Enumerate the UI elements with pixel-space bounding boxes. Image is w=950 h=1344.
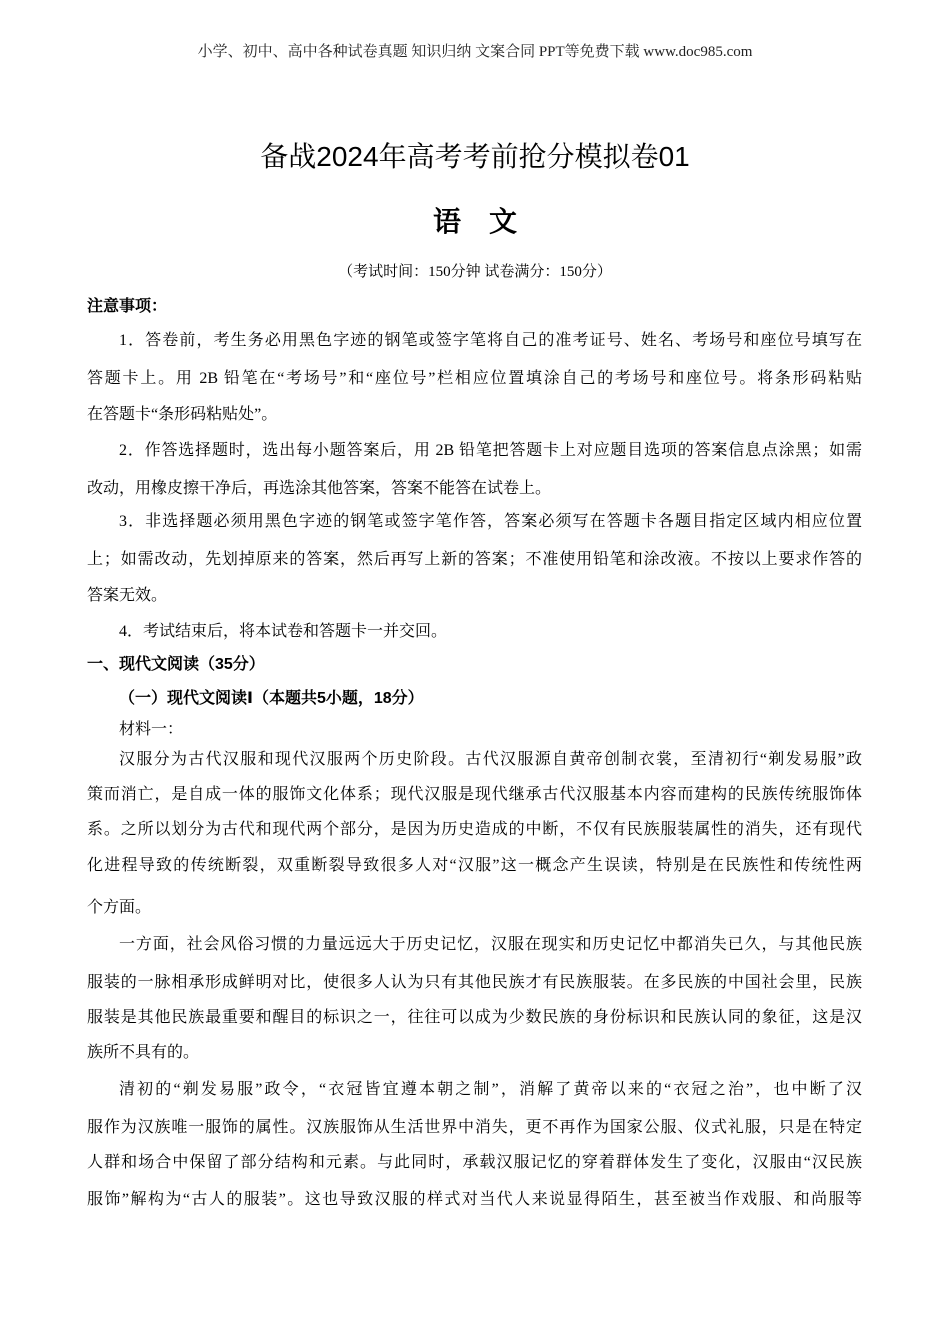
exam-title: 备战2024年高考考前抢分模拟卷01 bbox=[260, 141, 690, 172]
text-line: 汉服分为古代汉服和现代汉服两个历史阶段。古代汉服源自黄帝创制衣裳，至清初行“剃发易服”政 bbox=[119, 751, 862, 768]
text-line: 个方面。 bbox=[87, 899, 152, 916]
site-header-banner: 小学、初中、高中各种试卷真题 知识归纳 文案合同 PPT等免费下载 www.doc985.com bbox=[197, 44, 753, 60]
text-line: 改动，用橡皮擦干净后，再选涂其他答案，答案不能答在试卷上。 bbox=[87, 480, 552, 497]
text-line: 4．考试结束后，将本试卷和答题卡一并交回。 bbox=[119, 623, 448, 640]
text-line: 答题卡上。用 2B 铅笔在“考场号”和“座位号”栏相应位置填涂自己的考场号和座位号。将条形码粘贴 bbox=[87, 370, 862, 387]
text-line: 在答题卡“条形码粘贴处”。 bbox=[87, 406, 278, 423]
text-line: 服装是其他民族最重要和醒目的标识之一，往往可以成为少数民族的身份标识和民族认同的象征，这是汉 bbox=[87, 1009, 862, 1026]
text-line: 1．答卷前，考生务必用黑色字迹的钢笔或签字笔将自己的准考证号、姓名、考场号和座位号填写在 bbox=[119, 332, 862, 349]
section-heading: （一）现代文阅读Ⅰ（本题共5小题，18分） bbox=[119, 690, 424, 707]
section-heading: 一、现代文阅读（35分） bbox=[87, 656, 265, 673]
text-line: 族所不具有的。 bbox=[87, 1044, 200, 1061]
exam-info: （考试时间：150分钟 试卷满分：150分） bbox=[338, 264, 612, 280]
text-line: 系。之所以划分为古代和现代两个部分，是因为历史造成的中断，不仅有民族服装属性的消失，还有现代 bbox=[87, 821, 862, 838]
text-line: 上；如需改动，先划掉原来的答案，然后再写上新的答案；不准使用铅笔和涂改液。不按以上要求作答的 bbox=[87, 551, 862, 568]
text-line: 3．非选择题必须用黑色字迹的钢笔或签字笔作答，答案必须写在答题卡各题目指定区域内相应位置 bbox=[119, 513, 862, 530]
text-line: 清初的“剃发易服”政令，“衣冠皆宜遵本朝之制”，消解了黄帝以来的“衣冠之治”，也中断了汉 bbox=[119, 1081, 862, 1098]
text-line: 2．作答选择题时，选出每小题答案后，用 2B 铅笔把答题卡上对应题目选项的答案信息点涂黑；如需 bbox=[119, 442, 862, 459]
text-line: 答案无效。 bbox=[87, 587, 168, 604]
text-line: 策而消亡，是自成一体的服饰文化体系；现代汉服是现代继承古代汉服基本内容而建构的民族传统服饰体 bbox=[87, 786, 862, 803]
text-line: 服饰”解构为“古人的服装”。这也导致汉服的样式对当代人来说显得陌生，甚至被当作戏服、和尚服等 bbox=[87, 1191, 862, 1208]
text-line: 服装的一脉相承形成鲜明对比，使很多人认为只有其他民族才有民族服装。在多民族的中国社会里，民族 bbox=[87, 974, 862, 991]
text-line: 一方面，社会风俗习惯的力量远远大于历史记忆，汉服在现实和历史记忆中都消失已久，与其他民族 bbox=[119, 936, 862, 953]
text-line: 材料一： bbox=[119, 721, 184, 738]
text-line: 化进程导致的传统断裂，双重断裂导致很多人对“汉服”这一概念产生误读，特别是在民族性和传统性两 bbox=[87, 857, 862, 874]
section-heading: 注意事项： bbox=[87, 298, 168, 315]
text-line: 人群和场合中保留了部分结构和元素。与此同时，承载汉服记忆的穿着群体发生了变化，汉服由“汉民族 bbox=[87, 1154, 862, 1171]
text-line: 服作为汉族唯一服饰的属性。汉族服饰从生活世界中消失，更不再作为国家公服、仪式礼服，只是在特定 bbox=[87, 1119, 862, 1136]
subject-title: 语文 bbox=[432, 206, 545, 237]
